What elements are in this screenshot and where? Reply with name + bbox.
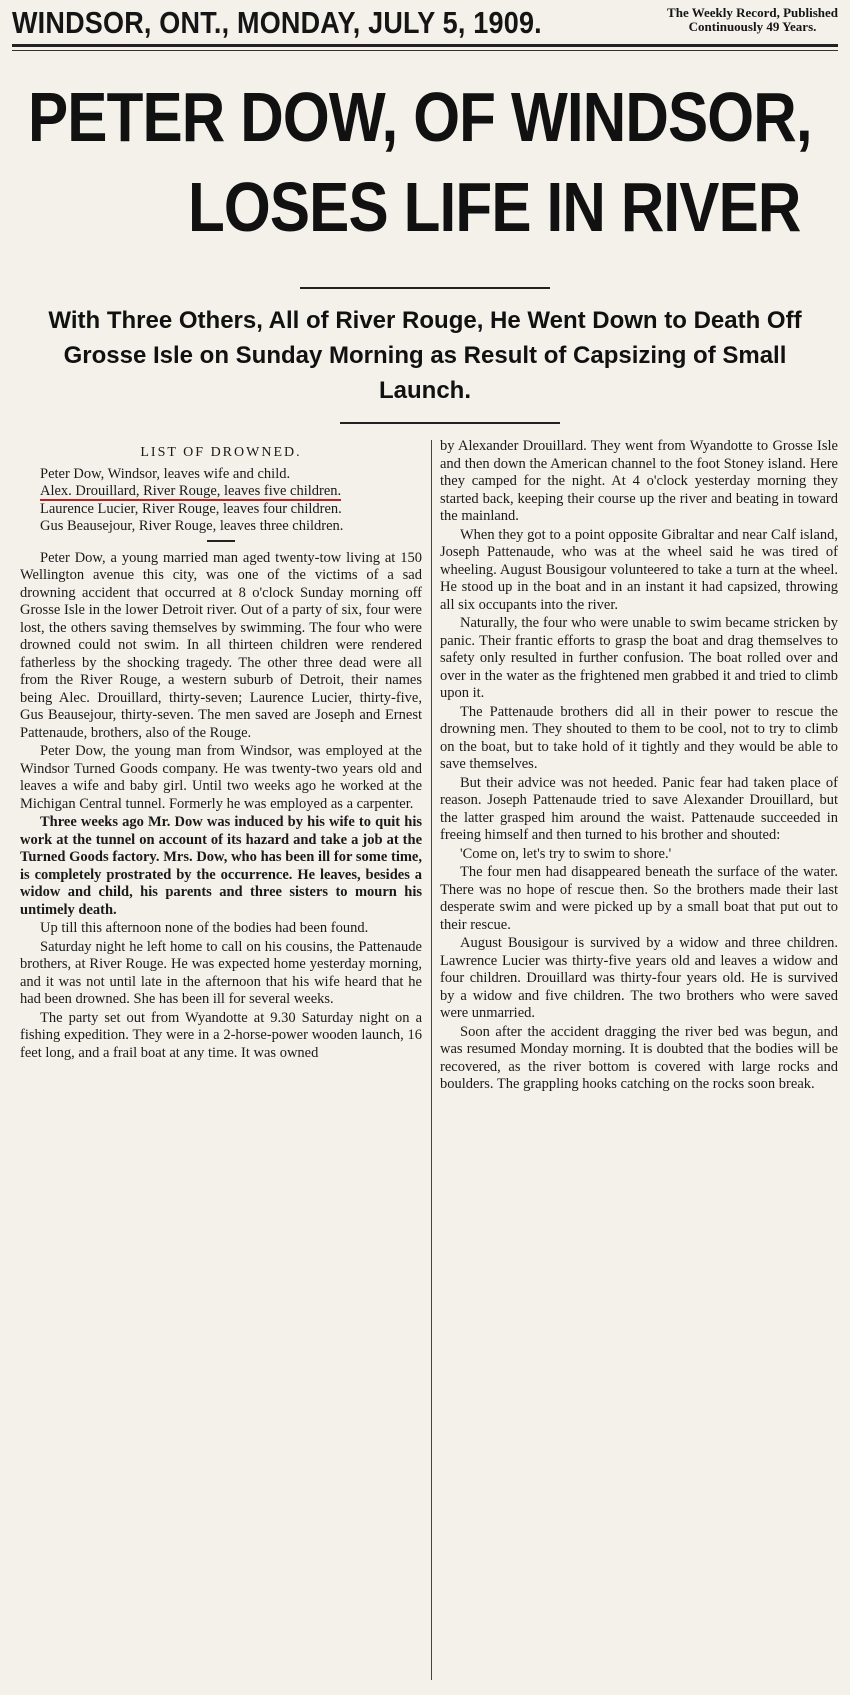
paragraph: The four men had disappeared beneath the surface of the water. There was no hope of rescue then. So the brothers made their last desperate swim and were picked up by a small boat that put out to their rescue.	[440, 864, 838, 933]
deck-rule	[340, 422, 560, 424]
drowned-list	[20, 466, 422, 536]
deck-subheadline: With Three Others, All of River Rouge, He Went Down to Death Off Grosse Isle on Sunday Morning as Result of Capsizing of Small Launch.	[48, 307, 802, 404]
paragraph: The party set out from Wyandotte at 9.30 Saturday night on a fishing expedition. They were in a 2-horse-power wooden launch, 16 feet long, and a frail boat at any time. It was owned	[20, 1009, 422, 1061]
paragraph: Peter Dow, the young man from Windsor, was employed at the Windsor Turned Goods company. He was twenty-two years old and leaves a wife and baby girl. Until two weeks ago he worked at the Michigan Central tunnel. Formerly he was employed as a carpenter.	[20, 743, 422, 812]
masthead-tagline-line2: Continuously 49 Years.	[688, 19, 817, 34]
list-item-text: Alex. Drouillard, River Rouge, leaves five children.	[40, 483, 342, 499]
masthead-rule	[12, 50, 838, 51]
list-divider	[207, 540, 235, 542]
paragraph: by Alexander Drouillard. They went from Wyandotte to Grosse Isle and then down the American channel to the foot Stoney island. Here they camped for the night. At 4 o'clock yesterday morning they started back, keeping their course up the river and beating in toward the mainland.	[440, 438, 838, 524]
left-column	[20, 438, 422, 1063]
paragraph: But their advice was not heeded. Panic fear had taken place of reason. Joseph Pattenaude tried to save Alexander Drouillard, but the latter grasped him around the waist. Pattenaude succeeded in freeing himself and then turned to his brother and shouted:	[440, 774, 838, 843]
headline-rule	[300, 287, 550, 289]
list-title: LIST OF DROWNED.	[140, 445, 302, 460]
masthead-tagline-line1: The Weekly Record, Published	[667, 5, 838, 20]
paragraph: Saturday night he left home to call on his cousins, the Pattenaude brothers, at River Rouge. He was expected home yesterday morning, and it was not until late in the afternoon that his wife heard that he had been drowned. She has been ill for several weeks.	[20, 938, 422, 1007]
paragraph: Up till this afternoon none of the bodies had been found.	[40, 920, 369, 936]
list-item: Gus Beausejour, River Rouge, leaves three children.	[40, 518, 344, 534]
list-item: Laurence Lucier, River Rouge, leaves four children.	[40, 500, 342, 517]
headline-line2: LOSES LIFE IN RIVER	[188, 168, 801, 246]
paragraph: August Bousigour is survived by a widow and three children. Lawrence Lucier was thirty-five years old and leaves a widow and four children. Drouillard was thirty-four years old. He is survived by a widow and five children. The two brothers who were saved were unmarried.	[440, 935, 838, 1021]
list-item	[20, 483, 422, 501]
paragraph: Peter Dow, a young married man aged twenty-tow living at 150 Wellington avenue this city, was one of the victims of a sad drowning accident that occurred at 8 o'clock Sunday morning off Grosse Isle in the lower Detroit river. Out of a party of six, four were lost, the others saving themselves by swimming. The four who were drowned could not swim. In all thirteen children were rendered fatherless by the shocking tragedy. The other three dead were all from the River Rouge, a western suburb of Detroit, their names being Alec. Drouillard, thirty-seven; Laurence Lucier, thirty-five, Gus Beausejour, thirty-seven. The men saved are Joseph and Ernest Pattenaude, brothers, also of the Rouge.	[20, 549, 422, 741]
paragraph: 'Come on, let's try to swim to shore.'	[460, 845, 672, 862]
masthead	[12, 4, 838, 47]
paragraph: Three weeks ago Mr. Dow was induced by his wife to quit his work at the tunnel on account of its hazard and take a job at the Turned Goods factory. Mrs. Dow, who has been ill for some time, is completely prostrated by the occurrence. He leaves, besides a widow and child, his parents and three sisters to mourn his untimely death.	[20, 814, 422, 918]
masthead-dateline: WINDSOR, ONT., MONDAY, JULY 5, 1909.	[12, 6, 542, 40]
column-divider	[431, 440, 432, 1680]
right-column	[440, 438, 838, 1095]
headline	[18, 72, 844, 252]
headline-line1: PETER DOW, OF WINDSOR,	[28, 78, 812, 156]
paragraph: When they got to a point opposite Gibraltar and near Calf island, Joseph Pattenaude, who was at the wheel said he was tired of wheeling. August Bousigour volunteered to take a turn at the wheel. He stood up in the boat and in an instant it had capsized, throwing all six occupants into the river.	[440, 526, 838, 613]
paragraph: Soon after the accident dragging the river bed was begun, and was resumed Monday morning. It is doubted that the bodies will be recovered, as the river bottom is covered with large rocks and boulders. The grappling hooks catching on the rocks soon break.	[440, 1023, 838, 1092]
masthead-tagline	[667, 6, 838, 34]
paragraph: The Pattenaude brothers did all in their power to rescue the drowning men. They shouted to them to be cool, not to try to climb on the boat, but to take hold of it tightly and they would be able to save themselves.	[440, 703, 838, 772]
paragraph: Naturally, the four who were unable to swim became stricken by panic. Their frantic efforts to grasp the boat and drag themselves to safety only resulted in further confusion. The boat rolled over and over in the water as the frightened men grabbed it and tried to climb upon it.	[440, 615, 838, 701]
list-item: Peter Dow, Windsor, leaves wife and child.	[40, 465, 291, 482]
